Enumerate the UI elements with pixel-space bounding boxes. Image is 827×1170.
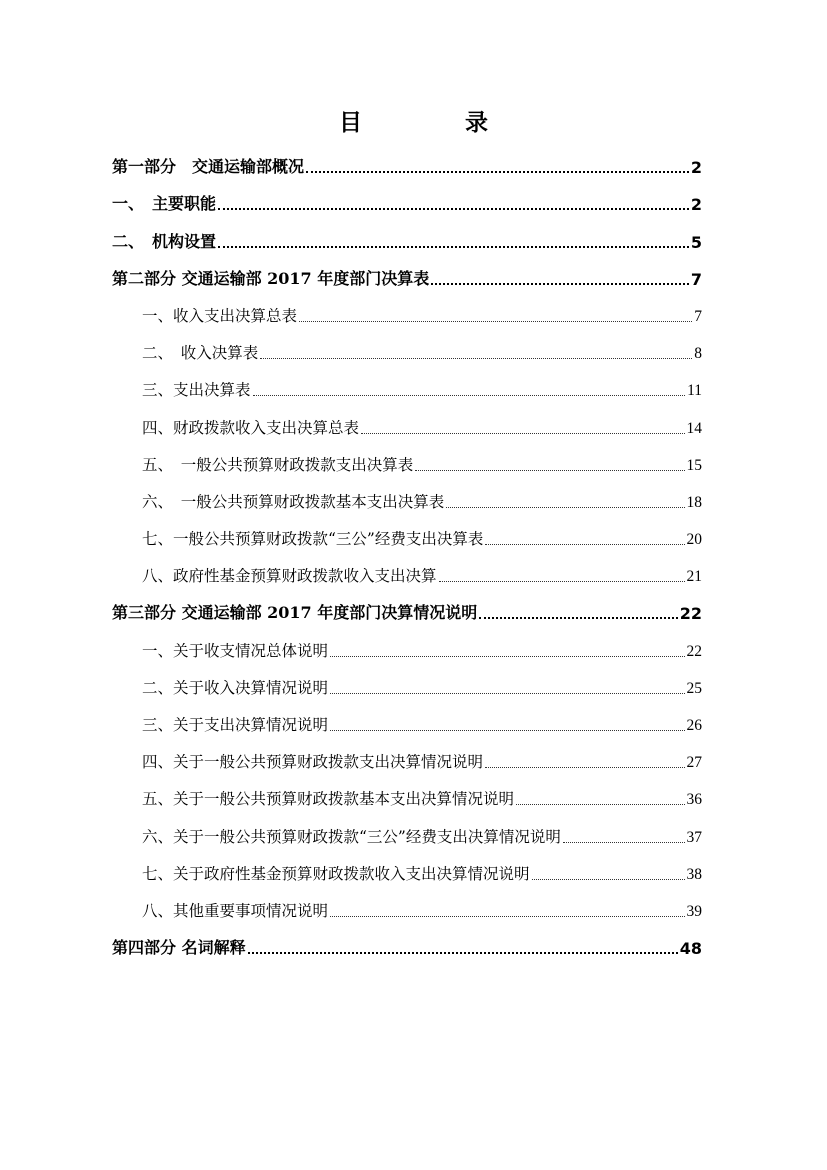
toc-dot-leader [516,804,684,805]
toc-entry-label: 六、 一般公共预算财政拨款基本支出决算表 [142,492,445,511]
toc-section-entry[interactable] [112,183,702,220]
toc-dot-leader [431,283,689,285]
toc-subsection-entry[interactable] [112,853,702,890]
toc-entry-label: 第一部分 交通运输部概况 [112,157,305,177]
toc-page-number: 7 [694,307,702,325]
toc-dot-leader [306,171,689,173]
toc-section-entry[interactable] [112,927,702,964]
toc-dot-leader [330,730,684,731]
table-of-contents [112,146,702,964]
toc-subsection-entry[interactable] [112,778,702,815]
toc-entry-label: 二、关于收入决算情况说明 [142,678,329,697]
toc-page-number: 37 [686,828,702,846]
toc-entry-label: 三、支出决算表 [142,381,251,400]
toc-section-entry[interactable] [112,220,702,257]
toc-page-number: 8 [694,345,702,363]
toc-dot-leader [361,433,684,434]
toc-dot-leader [415,470,684,471]
toc-subsection-entry[interactable] [112,444,702,481]
page-title: 目 录 [339,109,528,136]
toc-page-number: 15 [686,456,702,474]
toc-subsection-entry[interactable] [112,667,702,704]
toc-subsection-entry[interactable] [112,555,702,592]
toc-entry-label: 第三部分 交通运输部 2017 年度部门决算情况说明 [112,603,478,623]
toc-page-number: 7 [690,269,702,289]
toc-entry-label: 第二部分 交通运输部 2017 年度部门决算表 [112,268,430,288]
toc-dot-leader [248,952,678,954]
toc-entry-label: 五、 一般公共预算财政拨款支出决算表 [142,455,414,474]
toc-page-number: 18 [686,493,702,511]
toc-dot-leader [563,842,685,843]
toc-entry-label: 六、关于一般公共预算财政拨款“三公”经费支出决算情况说明 [142,827,561,846]
toc-subsection-entry[interactable] [112,629,702,666]
toc-dot-leader [446,507,684,508]
toc-dot-leader [299,321,692,322]
toc-page-number: 26 [686,717,702,734]
toc-page-number: 22 [679,604,702,624]
toc-dot-leader [479,617,677,619]
toc-page-number: 39 [686,902,702,920]
toc-page-number: 11 [687,382,702,400]
toc-subsection-entry[interactable] [112,704,702,741]
toc-entry-label: 八、政府性基金预算财政拨款收入支出决算 [142,567,437,586]
toc-page-number: 36 [686,791,702,809]
toc-entry-label: 五、关于一般公共预算财政拨款基本支出决算情况说明 [142,790,515,809]
toc-entry-label: 七、关于政府性基金预算财政拨款收入支出决算情况说明 [142,864,530,883]
toc-dot-leader [485,544,684,545]
toc-page-number: 2 [690,195,702,215]
toc-page-number: 14 [686,419,702,437]
toc-page-number: 48 [679,939,702,959]
toc-dot-leader [330,656,684,657]
toc-section-entry[interactable] [112,592,702,629]
toc-dot-leader [485,767,684,768]
toc-dot-leader [330,916,684,917]
toc-entry-label: 二、 收入决算表 [142,344,259,363]
toc-dot-leader [260,358,692,359]
toc-dot-leader [253,395,686,396]
toc-entry-label: 八、其他重要事项情况说明 [142,901,329,920]
toc-section-entry[interactable] [112,146,702,183]
toc-subsection-entry[interactable] [112,406,702,443]
toc-entry-label: 三、关于支出决算情况说明 [142,716,329,734]
toc-subsection-entry[interactable] [112,890,702,927]
toc-page-number: 27 [686,754,702,772]
toc-entry-label: 一、关于收支情况总体说明 [142,641,329,660]
toc-page-number: 25 [686,679,702,697]
toc-entry-label: 第四部分 名词解释 [112,938,246,958]
toc-entry-label: 二、 机构设置 [112,231,217,251]
toc-entry-label: 一、收入支出决算总表 [142,306,298,325]
toc-page-number: 5 [690,232,702,252]
toc-dot-leader [330,693,684,694]
toc-dot-leader [532,879,685,880]
toc-page-number: 21 [686,568,702,586]
toc-subsection-entry[interactable] [112,295,702,332]
toc-page-number: 22 [686,642,702,660]
toc-entry-label: 一、 主要职能 [112,194,217,214]
toc-page-number: 20 [686,531,702,549]
toc-page-number: 38 [686,865,702,883]
toc-page-number: 2 [690,158,702,178]
toc-entry-label: 四、关于一般公共预算财政拨款支出决算情况说明 [142,753,484,772]
toc-section-entry[interactable] [112,258,702,295]
toc-subsection-entry[interactable] [112,815,702,852]
toc-subsection-entry[interactable] [112,332,702,369]
toc-subsection-entry[interactable] [112,518,702,555]
toc-entry-label: 七、一般公共预算财政拨款“三公”经费支出决算表 [142,530,484,549]
toc-dot-leader [218,246,689,248]
toc-subsection-entry[interactable] [112,741,702,778]
toc-entry-label: 四、财政拨款收入支出决算总表 [142,418,360,437]
toc-subsection-entry[interactable] [112,369,702,406]
toc-dot-leader [439,581,685,582]
toc-dot-leader [218,208,689,210]
toc-subsection-entry[interactable] [112,481,702,518]
